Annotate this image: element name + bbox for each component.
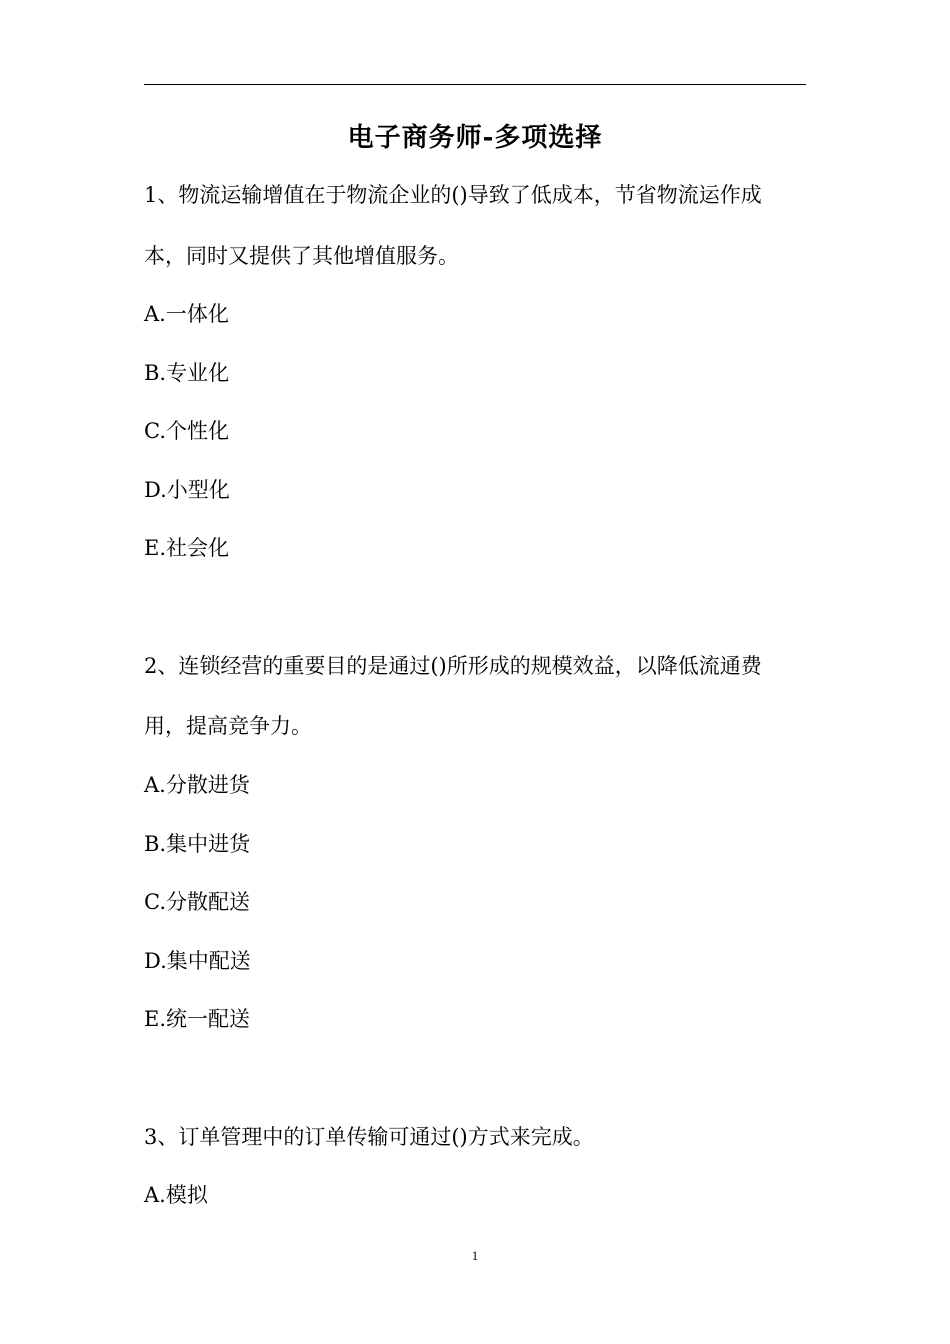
option-c: C.分散配送 xyxy=(144,890,250,914)
option-e: E.社会化 xyxy=(144,536,230,560)
header-rule xyxy=(144,84,806,85)
option-b: B.专业化 xyxy=(144,361,230,385)
question-stem: 3、订单管理中的订单传输可通过()方式来完成。 xyxy=(144,1125,594,1149)
option-b: B.集中进货 xyxy=(144,832,251,856)
option-a: A.分散进货 xyxy=(144,773,250,797)
option-a: A.模拟 xyxy=(144,1183,208,1207)
option-d: D.集中配送 xyxy=(144,949,251,973)
option-c: C.个性化 xyxy=(144,419,229,443)
question-stem-continued: 本，同时又提供了其他增值服务。 xyxy=(144,244,459,268)
page-number: 1 xyxy=(471,1248,479,1263)
option-a: A.一体化 xyxy=(144,302,229,326)
option-e: E.统一配送 xyxy=(144,1007,251,1031)
question-stem: 2、连锁经营的重要目的是通过()所形成的规模效益，以降低流通费 xyxy=(144,654,762,678)
option-d: D.小型化 xyxy=(144,478,230,502)
document-title: 电子商务师-多项选择 xyxy=(347,123,603,153)
question-stem: 1、物流运输增值在于物流企业的()导致了低成本，节省物流运作成 xyxy=(144,183,762,207)
question-stem-continued: 用，提高竞争力。 xyxy=(144,714,312,738)
